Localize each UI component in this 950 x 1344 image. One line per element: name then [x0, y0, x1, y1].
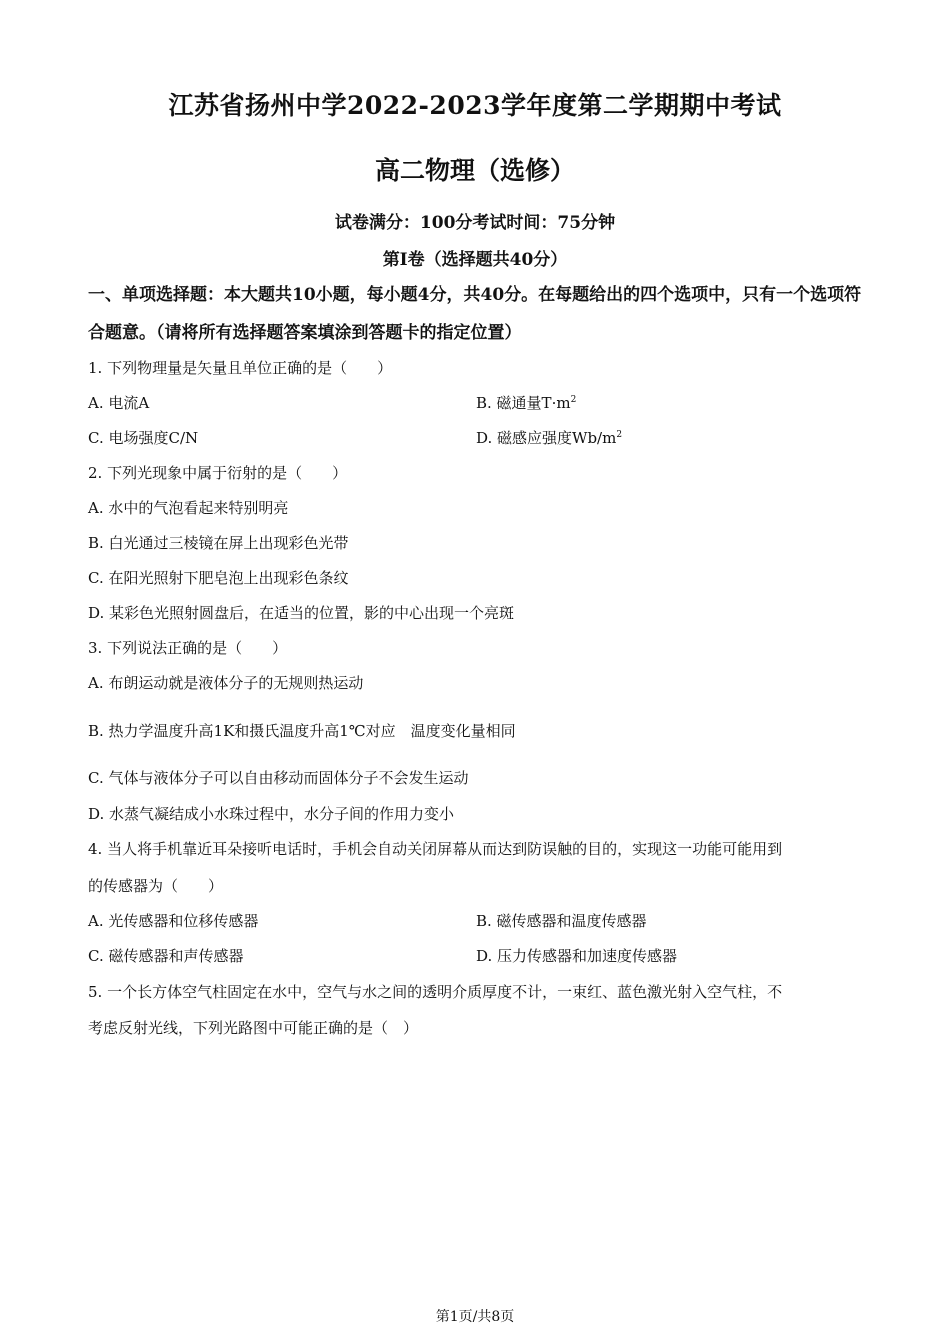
exam-subtitle: 高二物理（选修） — [374, 156, 575, 185]
question-4-stem-line-2: 的传感器为（ ） — [88, 877, 224, 895]
question-4-option-c: C. 磁传感器和声传感器 — [88, 947, 244, 965]
question-3-option-d: D. 水蒸气凝结成小水珠过程中，水分子间的作用力变小 — [88, 805, 455, 823]
question-5-stem-line-2: 考虑反射光线，下列光路图中可能正确的是（ ） — [88, 1019, 419, 1037]
question-5-stem-line-1: 5. 一个长方体空气柱固定在水中，空气与水之间的透明介质厚度不计，一束红、蓝色激光射入空气柱，不 — [88, 983, 783, 1001]
question-1-option-c: C. 电场强度C/N — [88, 429, 199, 447]
question-3-option-b: B. 热力学温度升高1K和摄氏温度升高1℃对应 温度变化量相同 — [88, 722, 516, 740]
exam-title: 江苏省扬州中学2022-2023学年度第二学期期中考试 — [168, 91, 782, 120]
question-1-option-b: B. 磁通量$T\cdot m^2$ — [476, 394, 577, 412]
question-4-option-d: D. 压力传感器和加速度传感器 — [476, 947, 678, 965]
question-2-option-d: D. 某彩色光照射圆盘后，在适当的位置，影的中心出现一个亮斑 — [88, 604, 515, 622]
part-heading: 第Ⅰ卷（选择题共40分） — [382, 250, 568, 270]
question-2-option-a: A. 水中的气泡看起来特别明亮 — [88, 499, 289, 517]
question-2-option-c: C. 在阳光照射下肥皂泡上出现彩色条纹 — [88, 569, 349, 587]
question-4-option-a: A. 光传感器和位移传感器 — [88, 912, 259, 930]
page-number: 第1页/共8页 — [435, 1309, 515, 1325]
question-4-option-b: B. 磁传感器和温度传感器 — [476, 912, 647, 930]
question-1-stem: 1. 下列物理量是矢量且单位正确的是（ ） — [88, 359, 393, 377]
question-4-stem-line-1: 4. 当人将手机靠近耳朵接听电话时，手机会自动关闭屏幕从而达到防误触的目的，实现这一功能可能用到 — [88, 840, 783, 858]
section-heading: 一、单项选择题：本大题共10小题，每小题4分，共40分。在每题给出的四个选项中，只有一个选项符合题意。（请将所有选择题答案填涂到答题卡的指定位置） — [88, 285, 862, 343]
question-3-option-c: C. 气体与液体分子可以自由移动而固体分子不会发生运动 — [88, 769, 469, 787]
question-3-stem: 3. 下列说法正确的是（ ） — [88, 639, 288, 657]
question-1-option-a: A. 电流A — [88, 394, 150, 412]
question-3-option-a: A. 布朗运动就是液体分子的无规则热运动 — [88, 674, 364, 692]
exam-info: 试卷满分：100分考试时间：75分钟 — [334, 213, 616, 233]
question-2-option-b: B. 白光通过三棱镜在屏上出现彩色光带 — [88, 534, 349, 552]
question-1-option-d: D. 磁感应强度$Wb/m^2$ — [476, 429, 623, 447]
question-2-stem: 2. 下列光现象中属于衍射的是（ ） — [88, 464, 348, 482]
